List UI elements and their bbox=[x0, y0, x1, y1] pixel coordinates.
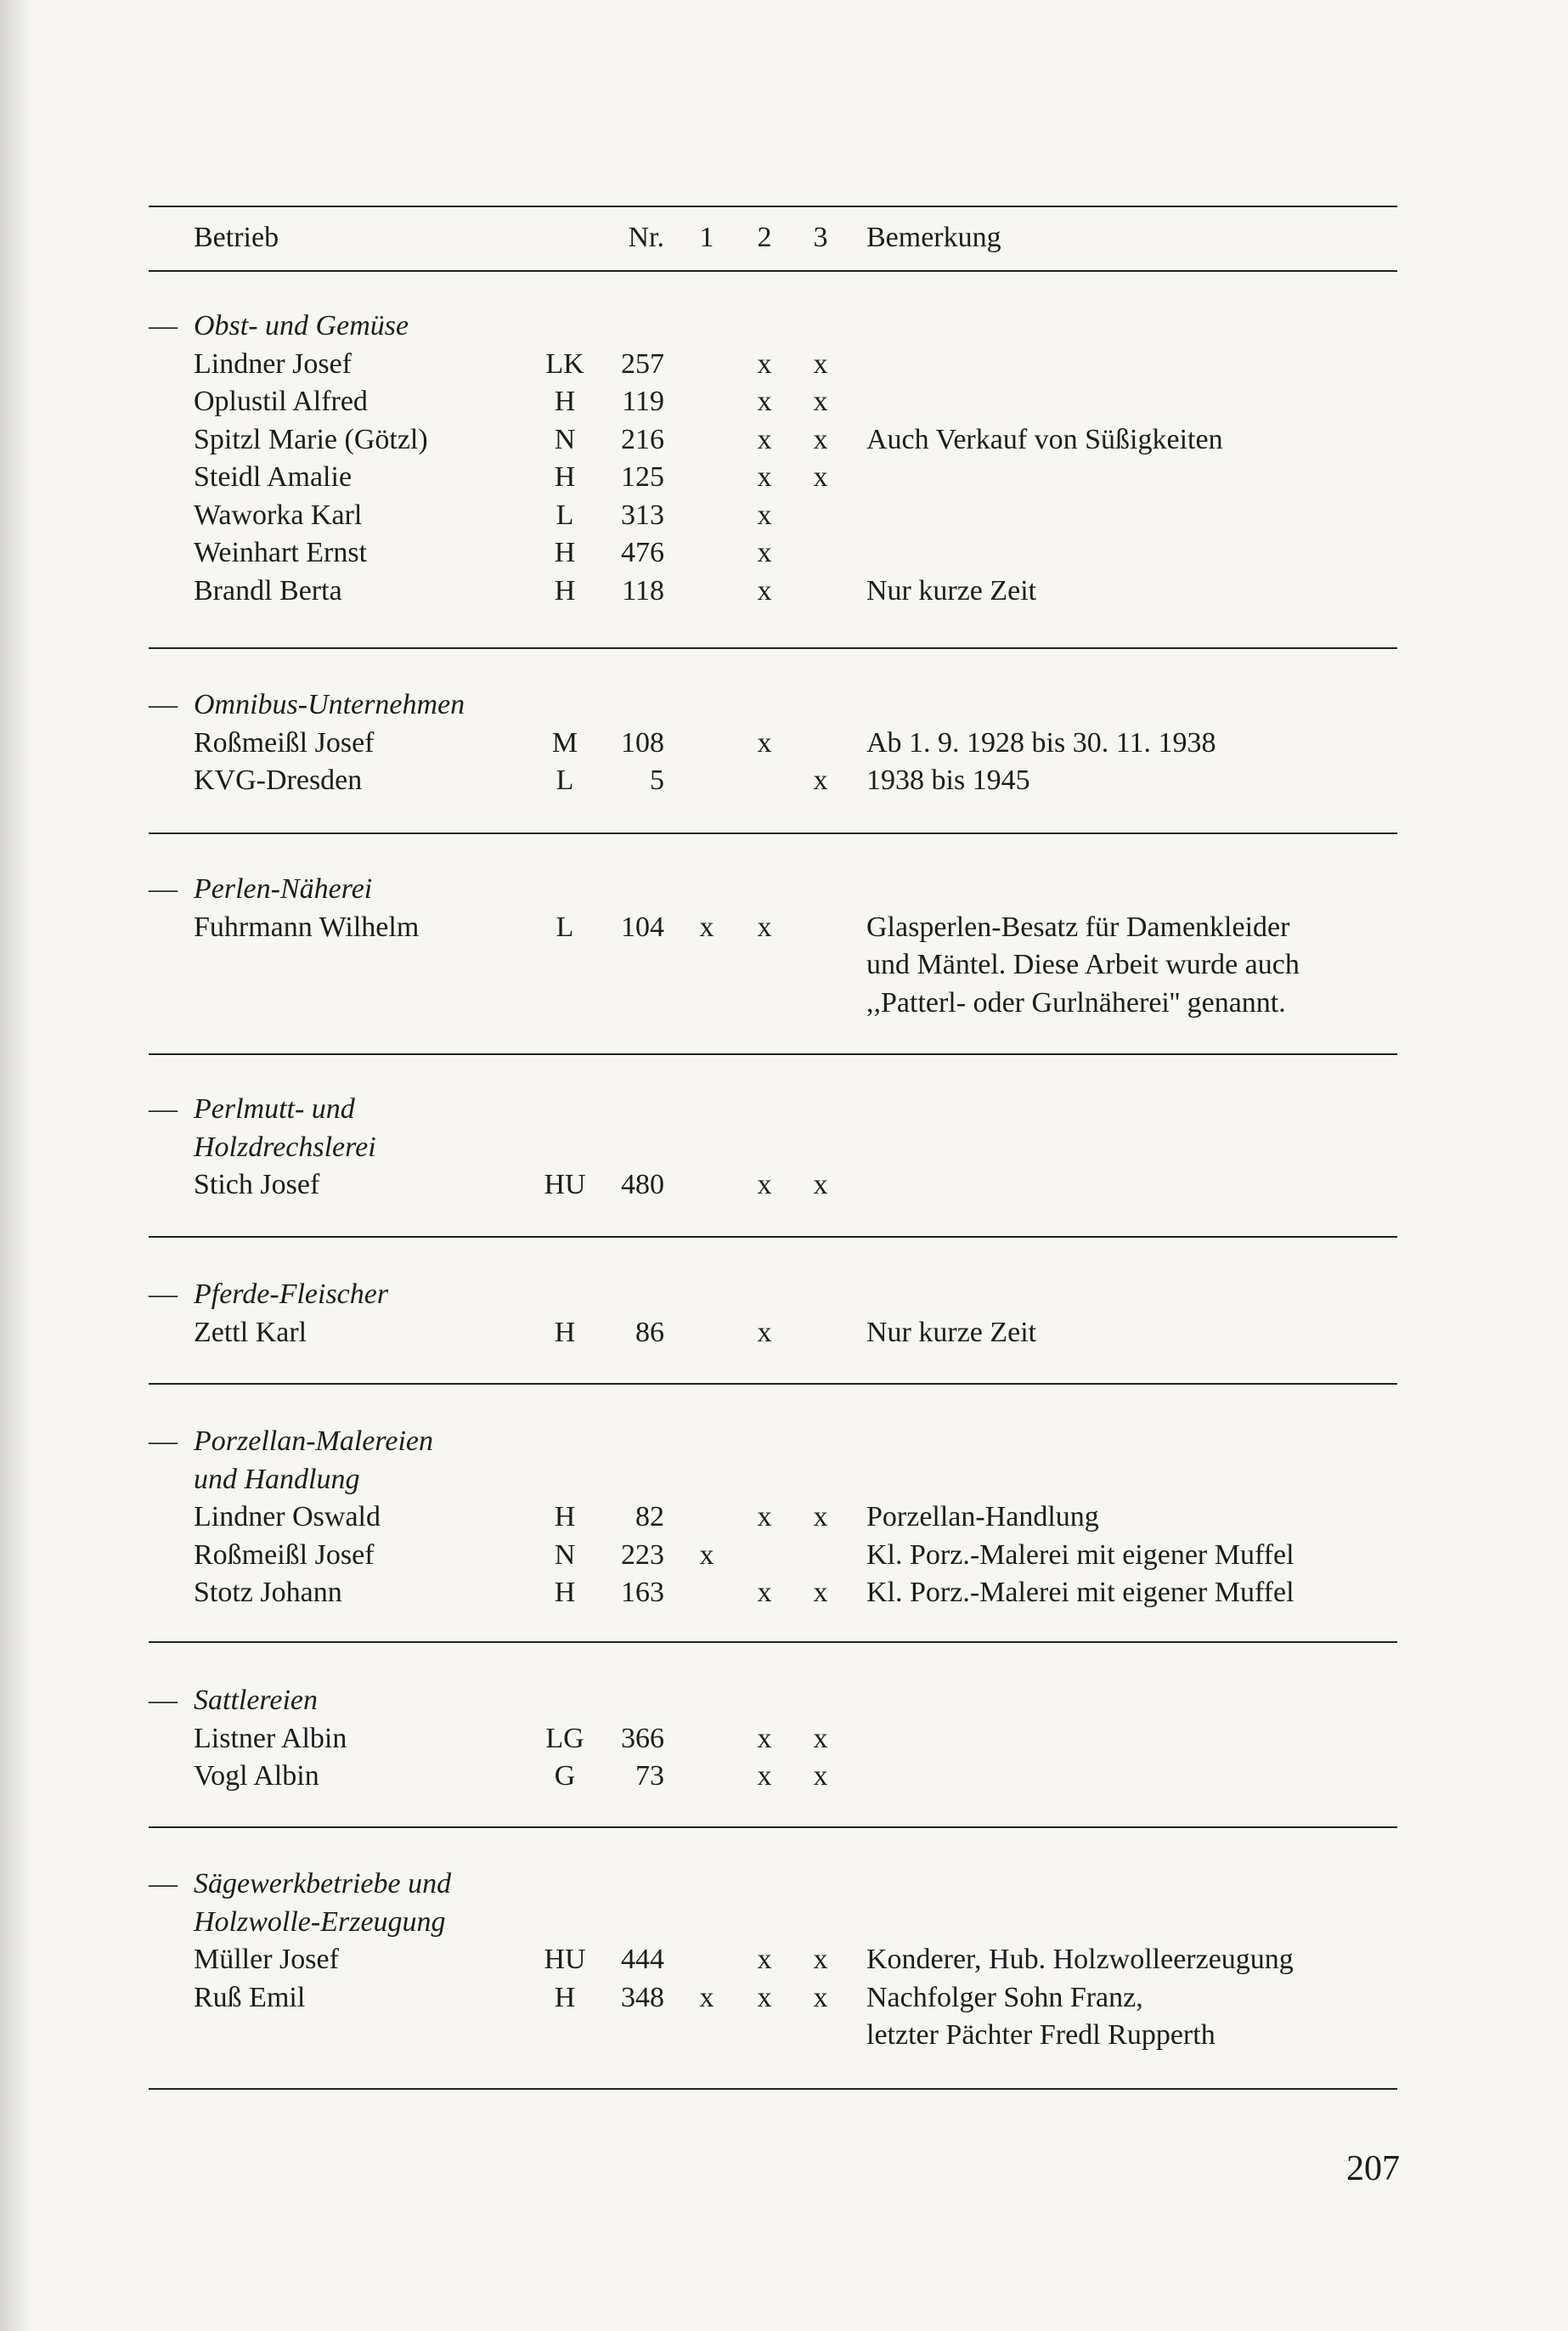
category-heading bbox=[0, 871, 1568, 908]
entry-mark-col-3: x bbox=[813, 1760, 828, 1792]
entry-nr: 119 bbox=[622, 386, 664, 417]
entry-name: Stich Josef bbox=[194, 1169, 320, 1200]
entry-name: Müller Josef bbox=[194, 1944, 339, 1975]
category-label: Holzdrechslerei bbox=[194, 1132, 376, 1163]
table-row bbox=[0, 459, 1568, 496]
table-row bbox=[0, 1979, 1568, 2017]
entry-remark: Kl. Porz.-Malerei mit eigener Muffel bbox=[866, 1577, 1294, 1608]
entry-nr: 480 bbox=[621, 1169, 664, 1200]
entry-remark: ,,Patterl- oder Gurlnäherei'' genannt. bbox=[866, 987, 1286, 1019]
category-label: Sägewerkbetriebe und bbox=[194, 1868, 452, 1899]
entry-mark-col-2: x bbox=[757, 575, 772, 607]
entry-nr: 257 bbox=[621, 348, 664, 380]
entry-mark-col-3: x bbox=[813, 461, 828, 493]
entry-nr: 118 bbox=[622, 575, 664, 607]
entry-nr: 313 bbox=[621, 500, 664, 531]
entry-name: Brandl Berta bbox=[194, 575, 342, 607]
entry-mark-col-3: x bbox=[813, 1169, 828, 1200]
table-row bbox=[0, 1537, 1568, 1574]
table-row bbox=[0, 909, 1568, 946]
entry-name: Roßmeißl Josef bbox=[194, 1539, 375, 1571]
table-row bbox=[0, 573, 1568, 610]
entry-mark-col-2: x bbox=[757, 1982, 772, 2013]
entry-name: Zettl Karl bbox=[194, 1317, 307, 1348]
table-row bbox=[0, 497, 1568, 534]
table-row bbox=[0, 346, 1568, 383]
table-row bbox=[0, 534, 1568, 572]
entry-nr: 348 bbox=[621, 1982, 664, 2013]
section-rule bbox=[149, 1826, 1397, 1828]
entry-nr: 73 bbox=[635, 1760, 664, 1792]
category-label: und Handlung bbox=[194, 1464, 360, 1495]
section-rule bbox=[149, 1383, 1397, 1385]
entry-mark-col-3: x bbox=[813, 1944, 828, 1975]
header-bottom-rule bbox=[149, 270, 1397, 272]
entry-mark-col-2: x bbox=[757, 1169, 772, 1200]
entry-name: Oplustil Alfred bbox=[194, 386, 368, 417]
category-label: Obst- und Gemüse bbox=[194, 310, 409, 341]
entry-remark: Kl. Porz.-Malerei mit eigener Muffel bbox=[866, 1539, 1294, 1571]
table-row bbox=[0, 1498, 1568, 1536]
category-dash: — bbox=[149, 873, 178, 905]
entry-nr: 108 bbox=[621, 727, 664, 759]
entry-name: Vogl Albin bbox=[194, 1760, 319, 1792]
entry-nr: 125 bbox=[621, 461, 664, 493]
category-heading bbox=[0, 1129, 1568, 1166]
entry-mark-col-1: x bbox=[699, 1539, 714, 1571]
category-heading bbox=[0, 1423, 1568, 1460]
category-heading bbox=[0, 1682, 1568, 1719]
category-label: Holzwolle-Erzeugung bbox=[194, 1906, 446, 1938]
entry-remark: Glasperlen-Besatz für Damenkleider bbox=[866, 912, 1290, 943]
entry-nr: 223 bbox=[621, 1539, 664, 1571]
entry-name: Spitzl Marie (Götzl) bbox=[194, 424, 428, 455]
category-dash: — bbox=[149, 310, 178, 341]
entry-mark-col-2: x bbox=[757, 1944, 772, 1975]
entry-nr: 5 bbox=[650, 765, 664, 796]
category-heading bbox=[0, 1091, 1568, 1128]
header-nr: Nr. bbox=[628, 222, 664, 253]
table-header bbox=[0, 219, 1568, 257]
entry-mark-col-2: x bbox=[757, 461, 772, 493]
table-row bbox=[0, 1574, 1568, 1611]
category-label: Porzellan-Malereien bbox=[194, 1425, 433, 1457]
entry-mark-col-2: x bbox=[757, 1723, 772, 1754]
entry-nr: 216 bbox=[621, 424, 664, 455]
section-rule bbox=[149, 1053, 1397, 1055]
entry-mark-col-3: x bbox=[813, 1982, 828, 2013]
entry-remark: letzter Pächter Fredl Rupperth bbox=[866, 2019, 1215, 2051]
entry-nr: 366 bbox=[621, 1723, 664, 1754]
category-label: Pferde-Fleischer bbox=[194, 1278, 389, 1310]
category-heading bbox=[0, 1461, 1568, 1498]
section-rule bbox=[149, 1236, 1397, 1238]
entry-nr: 163 bbox=[621, 1577, 664, 1608]
entry-abbr: L bbox=[556, 500, 574, 531]
category-label: Perlen-Näherei bbox=[194, 873, 373, 905]
table-row bbox=[0, 1758, 1568, 1795]
entry-mark-col-3: x bbox=[813, 424, 828, 455]
entry-abbr: H bbox=[554, 461, 576, 493]
remark-continuation bbox=[0, 946, 1568, 984]
category-heading bbox=[0, 1276, 1568, 1313]
entry-nr: 86 bbox=[635, 1317, 664, 1348]
header-col-1: 1 bbox=[699, 222, 714, 253]
header-col-2: 2 bbox=[757, 222, 772, 253]
section-rule bbox=[149, 832, 1397, 834]
section-rule bbox=[149, 1641, 1397, 1643]
entry-mark-col-2: x bbox=[757, 386, 772, 417]
entry-mark-col-1: x bbox=[699, 1982, 714, 2013]
table-top-rule bbox=[149, 206, 1397, 207]
entry-mark-col-2: x bbox=[757, 912, 772, 943]
category-heading bbox=[0, 308, 1568, 345]
entry-mark-col-2: x bbox=[757, 1577, 772, 1608]
page-number: 207 bbox=[1346, 2149, 1400, 2188]
entry-nr: 476 bbox=[621, 537, 664, 568]
category-dash: — bbox=[149, 1425, 178, 1457]
section-rule bbox=[149, 647, 1397, 649]
remark-continuation bbox=[0, 985, 1568, 1022]
entry-mark-col-2: x bbox=[757, 348, 772, 380]
entry-remark: Auch Verkauf von Süßigkeiten bbox=[866, 424, 1223, 455]
entry-mark-col-2: x bbox=[757, 1501, 772, 1532]
entry-remark: und Mäntel. Diese Arbeit wurde auch bbox=[866, 949, 1300, 980]
entry-name: Stotz Johann bbox=[194, 1577, 342, 1608]
entry-abbr: H bbox=[554, 537, 576, 568]
table-row bbox=[0, 421, 1568, 459]
category-dash: — bbox=[149, 1868, 178, 1899]
entry-abbr: LK bbox=[545, 348, 584, 380]
entry-remark: 1938 bis 1945 bbox=[866, 765, 1030, 796]
entry-remark: Nur kurze Zeit bbox=[866, 575, 1037, 607]
entry-name: Ruß Emil bbox=[194, 1982, 306, 2013]
category-heading bbox=[0, 686, 1568, 724]
category-dash: — bbox=[149, 1093, 178, 1125]
table-row bbox=[0, 1314, 1568, 1352]
header-bemerkung: Bemerkung bbox=[866, 222, 1001, 253]
entry-mark-col-2: x bbox=[757, 424, 772, 455]
entry-remark: Ab 1. 9. 1928 bis 30. 11. 1938 bbox=[866, 727, 1216, 759]
entry-remark: Konderer, Hub. Holzwolleerzeugung bbox=[866, 1944, 1294, 1975]
table-row bbox=[0, 1720, 1568, 1758]
entry-mark-col-2: x bbox=[757, 1760, 772, 1792]
category-label: Sattlereien bbox=[194, 1685, 319, 1716]
entry-name: Roßmeißl Josef bbox=[194, 727, 375, 759]
entry-nr: 444 bbox=[621, 1944, 664, 1975]
table-row bbox=[0, 383, 1568, 420]
entry-mark-col-3: x bbox=[813, 348, 828, 380]
entry-remark: Nachfolger Sohn Franz, bbox=[866, 1982, 1143, 2013]
entry-mark-col-3: x bbox=[813, 386, 828, 417]
entry-mark-col-3: x bbox=[813, 1577, 828, 1608]
entry-abbr: HU bbox=[544, 1944, 586, 1975]
entry-abbr: LG bbox=[545, 1723, 584, 1754]
entry-name: Fuhrmann Wilhelm bbox=[194, 912, 420, 943]
header-col-3: 3 bbox=[813, 222, 828, 253]
entry-mark-col-2: x bbox=[757, 537, 772, 568]
table-row bbox=[0, 725, 1568, 762]
entry-abbr: N bbox=[554, 424, 576, 455]
entry-remark: Porzellan-Handlung bbox=[866, 1501, 1099, 1532]
remark-continuation bbox=[0, 2017, 1568, 2054]
entry-abbr: H bbox=[554, 575, 576, 607]
category-heading bbox=[0, 1904, 1568, 1941]
entry-mark-col-2: x bbox=[757, 727, 772, 759]
entry-name: Steidl Amalie bbox=[194, 461, 353, 493]
entry-abbr: H bbox=[554, 1982, 576, 2013]
header-betrieb: Betrieb bbox=[194, 222, 279, 253]
table-row bbox=[0, 1941, 1568, 1978]
category-dash: — bbox=[149, 689, 178, 720]
entry-name: Listner Albin bbox=[194, 1723, 347, 1754]
entry-name: KVG-Dresden bbox=[194, 765, 363, 796]
entry-abbr: L bbox=[556, 912, 574, 943]
entry-mark-col-3: x bbox=[813, 1501, 828, 1532]
entry-mark-col-3: x bbox=[813, 1723, 828, 1754]
entry-abbr: L bbox=[556, 765, 574, 796]
entry-remark: Nur kurze Zeit bbox=[866, 1317, 1037, 1348]
category-dash: — bbox=[149, 1685, 178, 1716]
category-dash: — bbox=[149, 1278, 178, 1310]
entry-mark-col-2: x bbox=[757, 1317, 772, 1348]
table-bottom-rule bbox=[149, 2088, 1397, 2090]
entry-abbr: H bbox=[554, 1577, 576, 1608]
entry-abbr: G bbox=[554, 1760, 576, 1792]
entry-name: Waworka Karl bbox=[194, 500, 363, 531]
entry-name: Weinhart Ernst bbox=[194, 537, 368, 568]
category-label: Omnibus-Unternehmen bbox=[194, 689, 465, 720]
entry-abbr: H bbox=[554, 386, 576, 417]
entry-abbr: M bbox=[551, 727, 578, 759]
entry-abbr: H bbox=[554, 1317, 576, 1348]
entry-mark-col-1: x bbox=[699, 912, 714, 943]
category-label: Perlmutt- und bbox=[194, 1093, 355, 1125]
entry-abbr: H bbox=[554, 1501, 576, 1532]
entry-name: Lindner Oswald bbox=[194, 1501, 381, 1532]
entry-abbr: HU bbox=[544, 1169, 586, 1200]
entry-nr: 104 bbox=[621, 912, 664, 943]
entry-mark-col-3: x bbox=[813, 765, 828, 796]
table-row bbox=[0, 762, 1568, 799]
entry-nr: 82 bbox=[635, 1501, 664, 1532]
entry-abbr: N bbox=[554, 1539, 576, 1571]
category-heading bbox=[0, 1865, 1568, 1903]
entry-mark-col-2: x bbox=[757, 500, 772, 531]
table-row bbox=[0, 1166, 1568, 1204]
entry-name: Lindner Josef bbox=[194, 348, 353, 380]
